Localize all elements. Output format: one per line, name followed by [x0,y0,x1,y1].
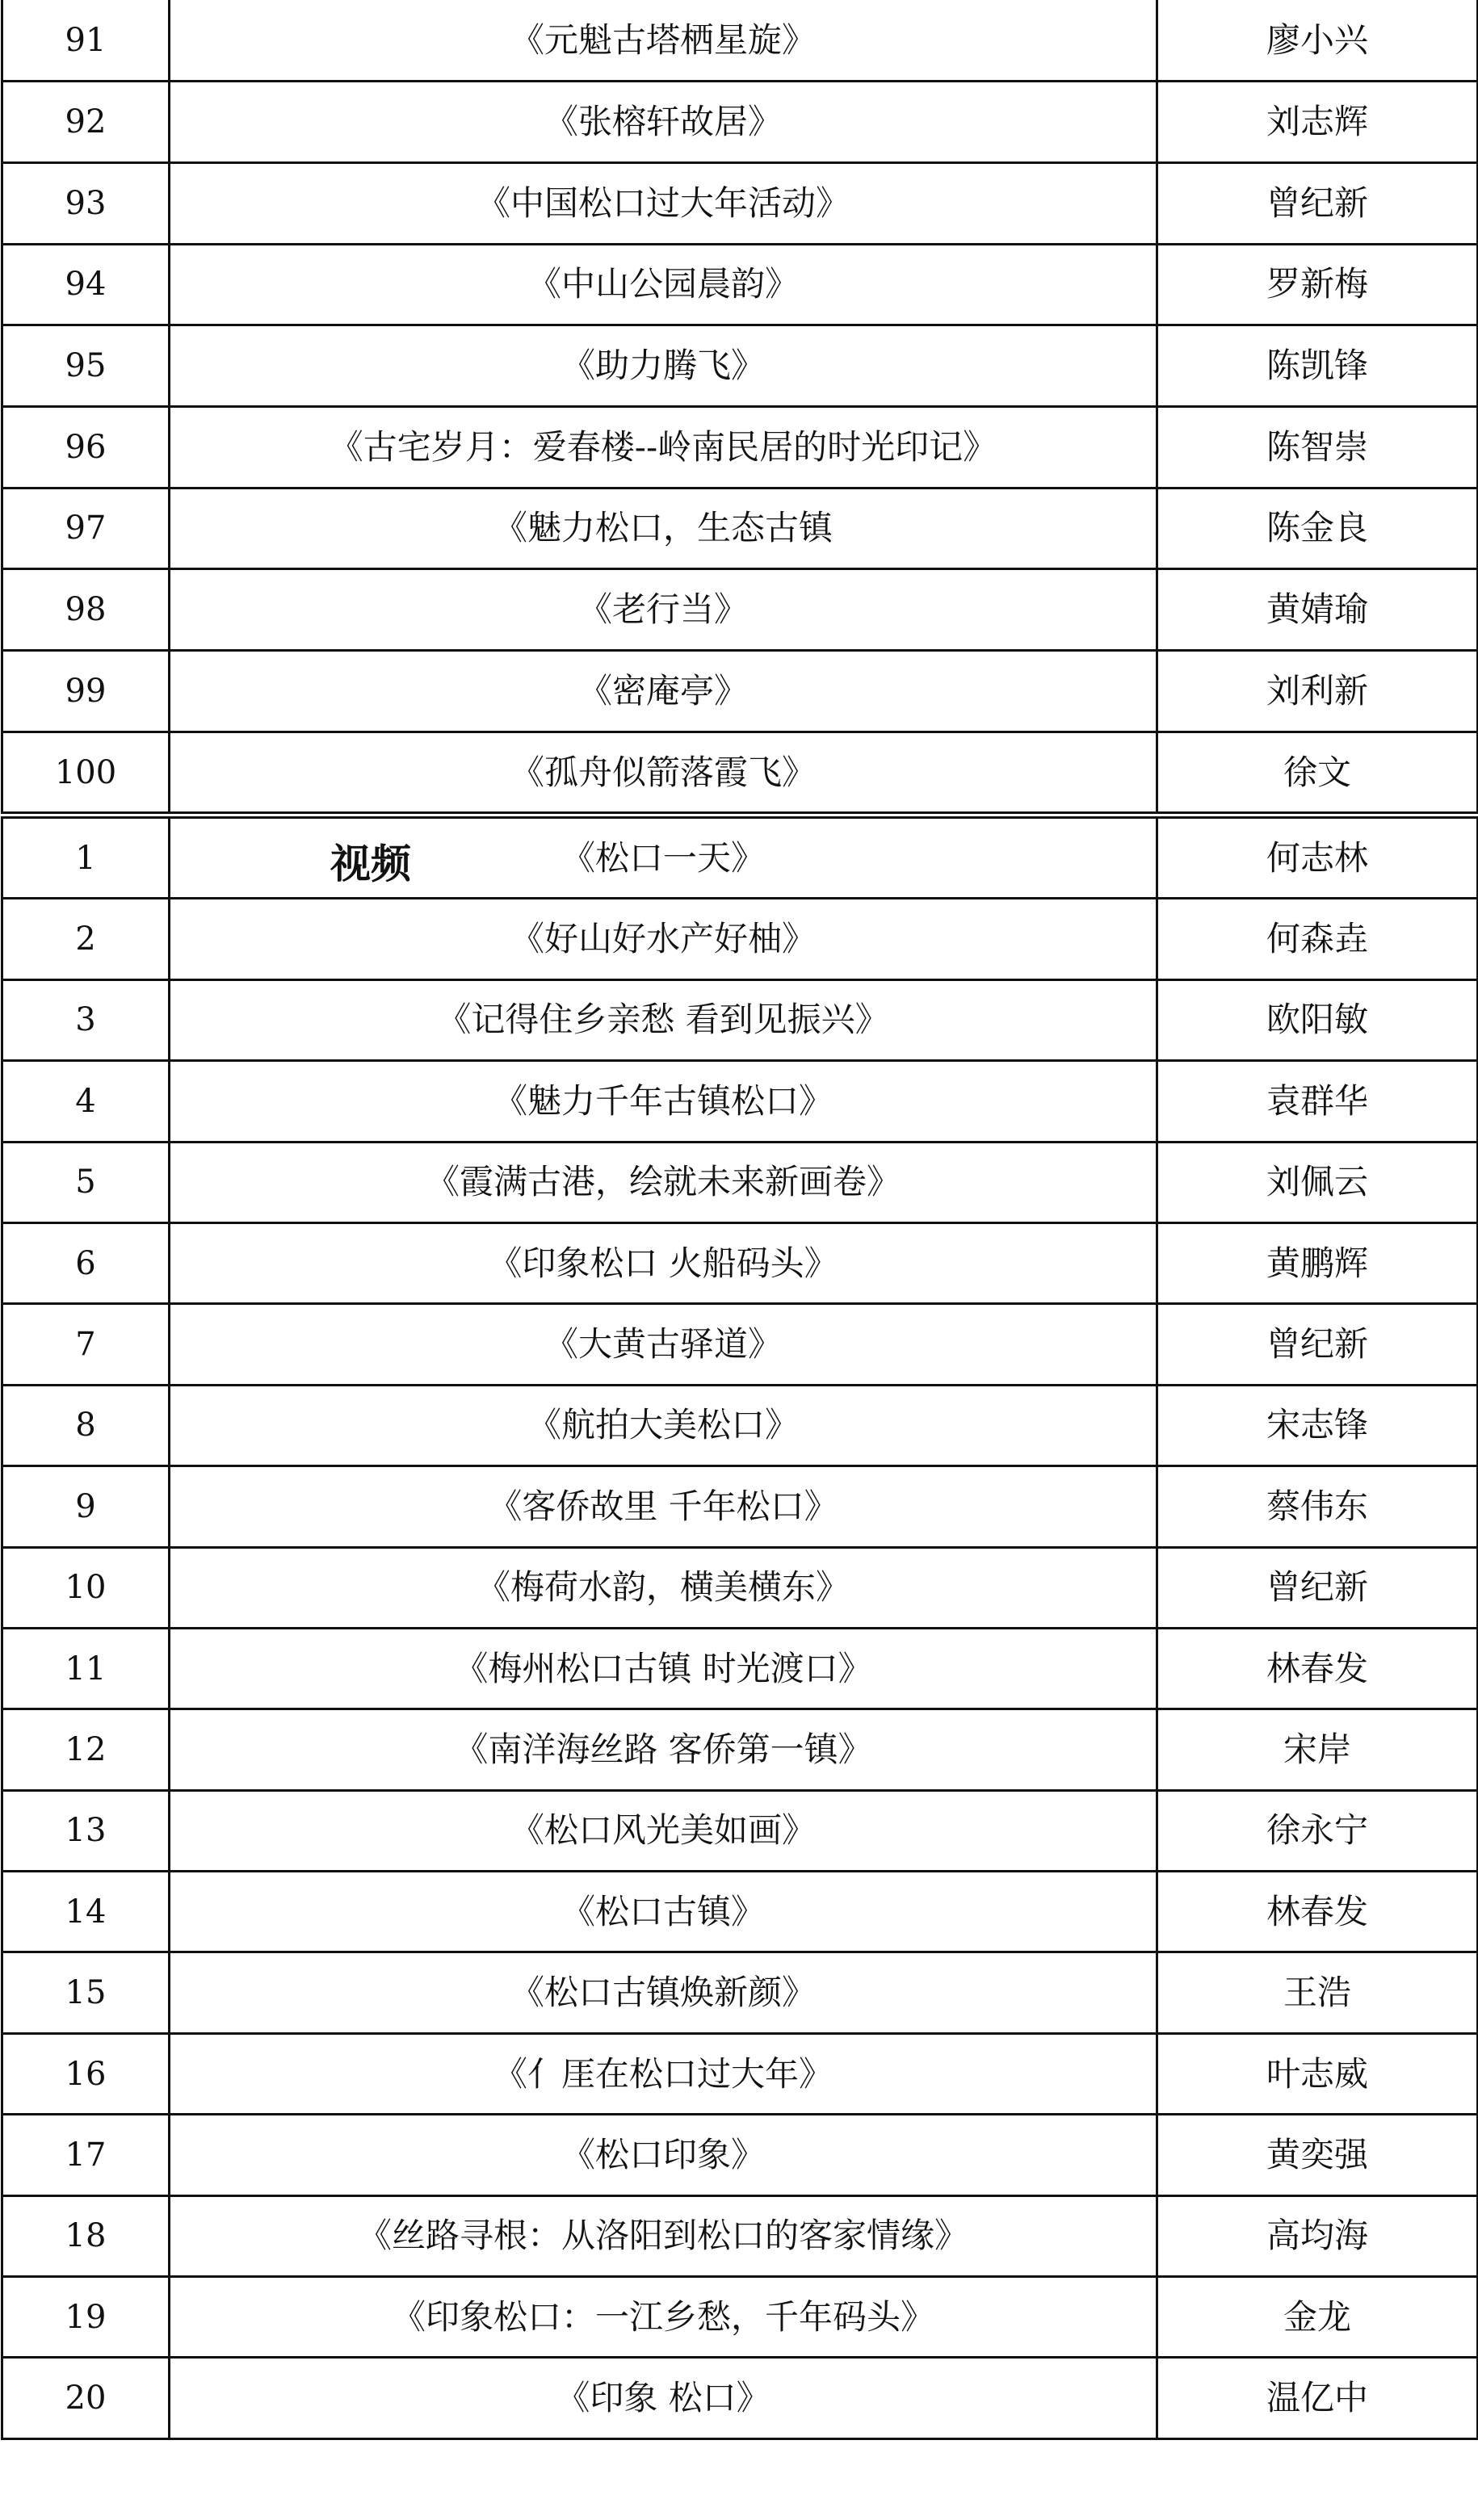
table-row [2,2277,1478,2358]
row-number: 98 [2,569,170,651]
table-row [2,1061,1478,1142]
row-number: 92 [2,82,170,163]
entry-title: 《印象松口 火船码头》 [170,1222,1157,1303]
row-number: 20 [2,2358,170,2438]
row-number: 8 [2,1385,170,1465]
entry-author: 何志林 [1157,818,1478,899]
entry-title: 《张榕轩故居》 [170,82,1157,163]
row-number: 16 [2,2033,170,2114]
entry-author: 蔡伟东 [1157,1466,1478,1547]
entry-author: 徐永宁 [1157,1790,1478,1871]
table-row [2,979,1478,1060]
entry-author: 金龙 [1157,2277,1478,2358]
row-number: 18 [2,2195,170,2276]
entry-author: 陈凯锋 [1157,325,1478,407]
row-number: 7 [2,1304,170,1385]
entry-author: 曾纪新 [1157,162,1478,244]
row-number: 14 [2,1872,170,1952]
table-row [2,244,1478,325]
row-number: 91 [2,0,170,82]
table-row [2,732,1478,813]
entry-author: 陈金良 [1157,488,1478,569]
table-row [2,651,1478,732]
entry-title: 《客侨故里 千年松口》 [170,1466,1157,1547]
row-number: 96 [2,406,170,488]
entry-author: 曾纪新 [1157,1304,1478,1385]
table-row [2,406,1478,488]
row-number: 100 [2,732,170,813]
row-number: 15 [2,1952,170,2033]
table-row [2,1952,1478,2033]
entry-author: 黄奕强 [1157,2115,1478,2195]
entry-title: 《梅州松口古镇 时光渡口》 [170,1628,1157,1709]
table-row [2,818,1478,899]
table-row [2,2115,1478,2195]
row-number: 12 [2,1709,170,1790]
table-row [2,1709,1478,1790]
table-row [2,1304,1478,1385]
table-row [2,488,1478,569]
entry-title: 《助力腾飞》 [170,325,1157,407]
row-number: 9 [2,1466,170,1547]
table-row [2,0,1478,82]
entry-title: 《老行当》 [170,569,1157,651]
entries-table-video [1,816,1478,2440]
entries-table-photo [1,0,1478,814]
table-row [2,569,1478,651]
table-row [2,1466,1478,1547]
row-number: 2 [2,899,170,979]
row-number: 95 [2,325,170,407]
entry-title: 《梅荷水韵，横美横东》 [170,1547,1157,1628]
entry-title: 《松口古镇焕新颜》 [170,1952,1157,2033]
entries-table-body [2,0,1478,813]
entry-author: 叶志威 [1157,2033,1478,2114]
entry-title: 《元魁古塔栖星旋》 [170,0,1157,82]
entry-author: 宋岸 [1157,1709,1478,1790]
entry-title: 《记得住乡亲愁 看到见振兴》 [170,979,1157,1060]
entry-author: 黄婧瑜 [1157,569,1478,651]
entry-title: 《南洋海丝路 客侨第一镇》 [170,1709,1157,1790]
entry-title: 《松口一天》 [170,818,1157,899]
entry-title: 《松口印象》 [170,2115,1157,2195]
entry-author: 黄鹏辉 [1157,1222,1478,1303]
row-number: 93 [2,162,170,244]
table-row [2,899,1478,979]
entry-author: 罗新梅 [1157,244,1478,325]
entry-title: 《印象松口：一江乡愁，千年码头》 [170,2277,1157,2358]
row-number: 94 [2,244,170,325]
entry-title: 《航拍大美松口》 [170,1385,1157,1465]
entry-author: 刘志辉 [1157,82,1478,163]
entry-title: 《松口风光美如画》 [170,1790,1157,1871]
row-number: 97 [2,488,170,569]
entry-author: 陈智崇 [1157,406,1478,488]
table-row [2,325,1478,407]
entry-title: 《丝路寻根：从洛阳到松口的客家情缘》 [170,2195,1157,2276]
entry-title: 《中国松口过大年活动》 [170,162,1157,244]
row-number: 19 [2,2277,170,2358]
entry-author: 廖小兴 [1157,0,1478,82]
table-row [2,1628,1478,1709]
row-number: 10 [2,1547,170,1628]
entry-author: 刘利新 [1157,651,1478,732]
table-row [2,162,1478,244]
entry-title: 《好山好水产好柚》 [170,899,1157,979]
entries-table-body [2,818,1478,2439]
table-row [2,82,1478,163]
row-number: 17 [2,2115,170,2195]
entry-author: 何森垚 [1157,899,1478,979]
entry-title: 《密庵亭》 [170,651,1157,732]
row-number: 3 [2,979,170,1060]
table-row [2,1385,1478,1465]
table-row [2,2195,1478,2276]
table-row [2,1547,1478,1628]
entry-author: 温亿中 [1157,2358,1478,2438]
table-row [2,2358,1478,2438]
row-number: 99 [2,651,170,732]
row-number: 11 [2,1628,170,1709]
row-number: 4 [2,1061,170,1142]
entry-title: 《孤舟似箭落霞飞》 [170,732,1157,813]
row-number: 5 [2,1142,170,1222]
entry-title: 《大黄古驿道》 [170,1304,1157,1385]
table-row [2,1872,1478,1952]
entry-author: 欧阳敏 [1157,979,1478,1060]
entry-title: 《印象 松口》 [170,2358,1157,2438]
table-row [2,1142,1478,1222]
table-row [2,1222,1478,1303]
entry-author: 王浩 [1157,1952,1478,2033]
entry-author: 曾纪新 [1157,1547,1478,1628]
entry-title: 《亻厓在松口过大年》 [170,2033,1157,2114]
entry-author: 林春发 [1157,1628,1478,1709]
row-number: 13 [2,1790,170,1871]
entry-author: 林春发 [1157,1872,1478,1952]
row-number: 6 [2,1222,170,1303]
entry-title: 《魅力松口，生态古镇 [170,488,1157,569]
entry-author: 袁群华 [1157,1061,1478,1142]
entry-title: 《古宅岁月：爱春楼--岭南民居的时光印记》 [170,406,1157,488]
entry-title: 《魅力千年古镇松口》 [170,1061,1157,1142]
row-number: 1 [2,818,170,899]
entry-author: 刘佩云 [1157,1142,1478,1222]
entry-title: 《松口古镇》 [170,1872,1157,1952]
section-heading-video: 视频 [330,841,411,887]
table-row [2,1790,1478,1871]
table-row [2,2033,1478,2114]
entry-author: 宋志锋 [1157,1385,1478,1465]
entry-title: 《霞满古港，绘就未来新画卷》 [170,1142,1157,1222]
entry-title: 《中山公园晨韵》 [170,244,1157,325]
entry-author: 高均海 [1157,2195,1478,2276]
entry-author: 徐文 [1157,732,1478,813]
